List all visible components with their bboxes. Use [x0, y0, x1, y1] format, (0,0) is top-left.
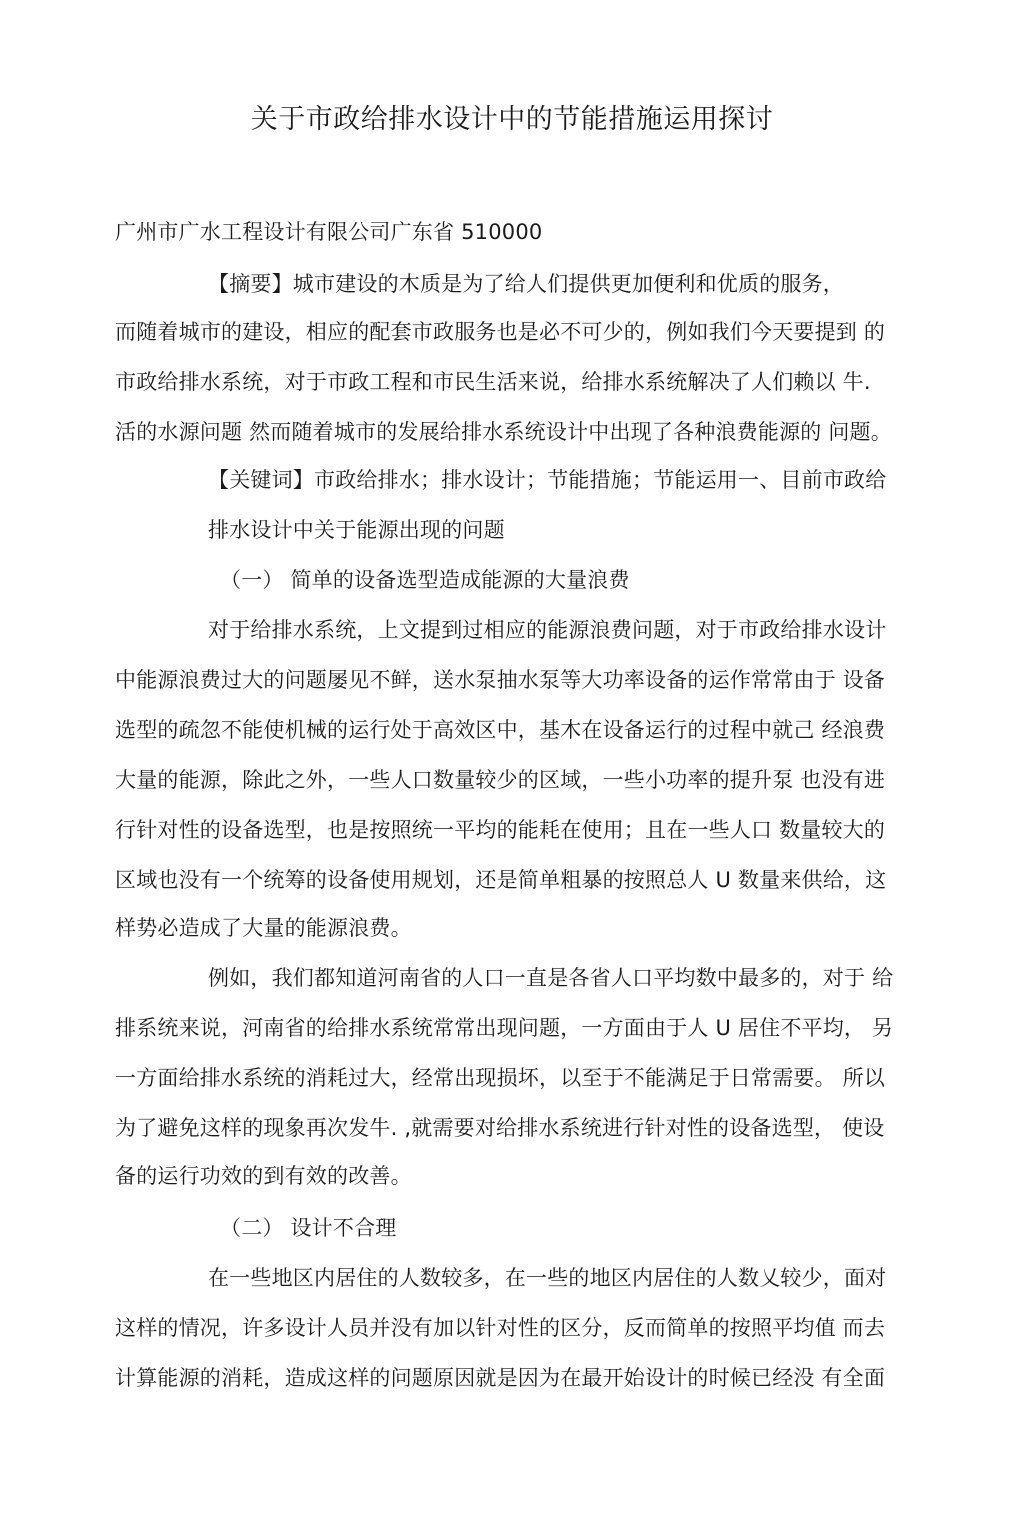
- paragraph-line: 为了避免这样的现象再次发牛. ,就需要对给排水系统进行针对性的设备选型， 使设: [115, 1116, 885, 1140]
- paragraph-line: 行针对性的设备选型，也是按照统一平均的能耗在使用；且在一些人口 数量较大的: [115, 818, 886, 842]
- paragraph-line: 例如，我们都知道河南省的人口一直是各省人口平均数中最多的，对于 给: [208, 966, 894, 990]
- keywords-line: 【关键词】市政给排水；排水设计；节能措施；节能运用一、目前市政给: [208, 468, 887, 492]
- paragraph-line: 中能源浪费过大的问题屡见不鲜，送水泵抽水泵等大功率设备的运作常常由于 设备: [115, 668, 886, 692]
- abstract-line: 活的水源问题 然而随着城市的发展给排水系统设计中出现了各种浪费能源的 问题。: [115, 420, 892, 444]
- paragraph-line: 备的运行功效的到有效的改善。: [115, 1164, 412, 1188]
- abstract-line: 而随着城市的建设，相应的配套市政服务也是必不可少的，例如我们今天要提到 的: [115, 320, 886, 344]
- section-heading: （一） 简单的设备选型造成能源的大量浪费: [220, 568, 630, 592]
- paragraph-line: 排系统来说，河南省的给排水系统常常出现问题，一方面由于人 U 居住不平均， 另: [115, 1016, 894, 1040]
- paragraph-line: 一方面给排水系统的消耗过大，经常出现损坏，以至于不能满足于日常需要。 所以: [115, 1066, 886, 1090]
- keywords-line: 排水设计中关于能源出现的问题: [208, 518, 505, 542]
- section-heading: （二） 设计不合理: [220, 1216, 397, 1240]
- paragraph-line: 大量的能源，除此之外，一些人口数量较少的区域，一些小功率的提升泵 也没有进: [115, 768, 886, 792]
- paragraph-line: 这样的情况，许多设计人员并没有加以针对性的区分，反而简单的按照平均值 而去: [115, 1316, 886, 1340]
- paragraph-line: 样势必造成了大量的能源浪费。: [115, 916, 412, 940]
- paragraph-line: 计算能源的消耗，造成这样的问题原因就是因为在最开始设计的时候已经没 有全面: [115, 1366, 886, 1390]
- paragraph-line: 区域也没有一个统筹的设备使用规划，还是简单粗暴的按照总人 U 数量来供给，这: [115, 868, 887, 892]
- author-affiliation: 广州市广水工程设计有限公司广东省 510000: [115, 220, 543, 244]
- abstract-line: 【摘要】城市建设的木质是为了给人们提供更加便利和优质的服务，: [208, 272, 844, 296]
- paragraph-line: 在一些地区内居住的人数较多，在一些的地区内居住的人数乂较少，面对: [208, 1266, 887, 1290]
- document-title: 关于市政给排水设计中的节能措施运用探讨: [250, 104, 774, 135]
- paragraph-line: 选型的疏忽不能使机械的运行处于高效区中，基木在设备运行的过程中就己 经浪费: [115, 718, 886, 742]
- paragraph-line: 对于给排水系统，上文提到过相应的能源浪费问题，对于市政给排水设计: [208, 618, 887, 642]
- abstract-line: 市政给排水系统，对于市政工程和市民生活来说，给排水系统解决了人们赖以 牛.: [115, 370, 871, 394]
